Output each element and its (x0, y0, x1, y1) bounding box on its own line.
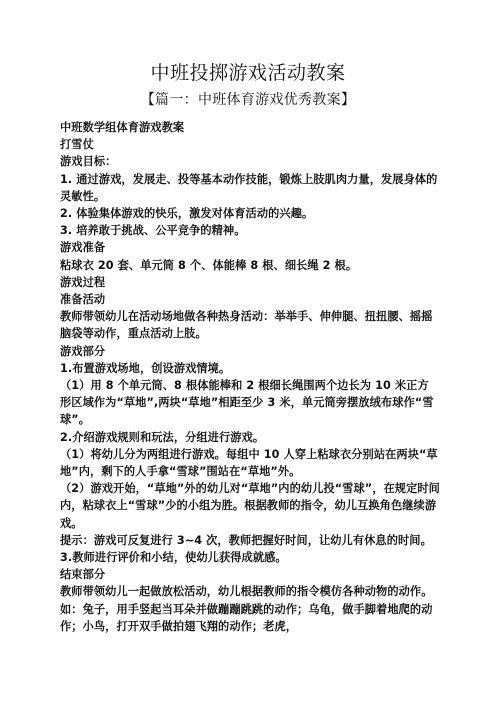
heading-game-part: 游戏部分 (60, 344, 106, 358)
step-detail: （2）游戏开始，“草地”外的幼儿对“草地”内的幼儿投“雪球”，在规定时间内，粘球衣上“雪球”少的小组为胜。根据教师的指令，幼儿互换角色继续游戏。 (60, 482, 440, 530)
step-detail: （1）用 8 个单元筒、8 根体能棒和 2 根细长绳围两个边长为 10 米正方形区域作为“草地”,两块“草地”相距至少 3 米，单元筒旁摆放绒布球作“雪球”。 (60, 379, 434, 427)
goal-item: 2. 体验集体游戏的快乐，激发对体育活动的兴趣。 (60, 207, 314, 221)
preparation-text: 粘球衣 20 套、单元筒 8 个、体能棒 8 根、细长绳 2 根。 (60, 258, 358, 272)
step-detail: （1）将幼儿分为两组进行游戏。每组中 10 人穿上粘球衣分别站在两块“草地”内，剩下的人手拿“雪球”围站在“草地”外。 (60, 447, 438, 479)
heading-warmup: 准备活动 (60, 293, 106, 307)
step-item: 2.介绍游戏规则和玩法，分组进行游戏。 (60, 430, 265, 444)
tip-text: 提示：游戏可反复进行 3~4 次，教师把握好时间，让幼儿有休息的时间。 (60, 533, 432, 547)
document-subtitle: 【篇一：中班体育游戏优秀教案】 (140, 92, 356, 108)
heading-goals: 游戏目标： (60, 155, 117, 169)
document-title: 中班投掷游戏活动教案 (150, 62, 346, 84)
heading-game-name: 打雪仗 (60, 138, 94, 152)
goal-item: 3. 培养敢于挑战、公平竞争的精神。 (60, 224, 246, 238)
goal-item: 1. 通过游戏，发展走、投等基本动作技能，锻炼上肢肌肉力量，发展身体的灵敏性。 (60, 172, 438, 203)
document-body (60, 119, 440, 635)
step-item: 3.教师进行评价和小结，使幼儿获得成就感。 (60, 551, 287, 565)
step-item: 1.布置游戏场地，创设游戏情境。 (60, 361, 231, 375)
warmup-text: 教师带领幼儿在活动场地做各种热身活动：举举手、伸伸腿、扭扭腰、摇摇脑袋等动作，重点活动上肢。 (60, 310, 433, 341)
heading-ending: 结束部分 (60, 568, 106, 582)
ending-text: 教师带领幼儿一起做放松活动，幼儿根据教师的指令模仿各种动物的动作。如：兔子，用手竖起当耳朵并做蹦蹦跳跳的动作；乌龟，做手脚着地爬的动作；小鸟，打开双手做拍翅飞翔的动作；老虎， (60, 585, 433, 633)
heading-lesson-plan: 中班数学组体育游戏教案 (60, 121, 185, 134)
heading-preparation: 游戏准备 (60, 241, 106, 255)
heading-process: 游戏过程 (60, 275, 106, 289)
